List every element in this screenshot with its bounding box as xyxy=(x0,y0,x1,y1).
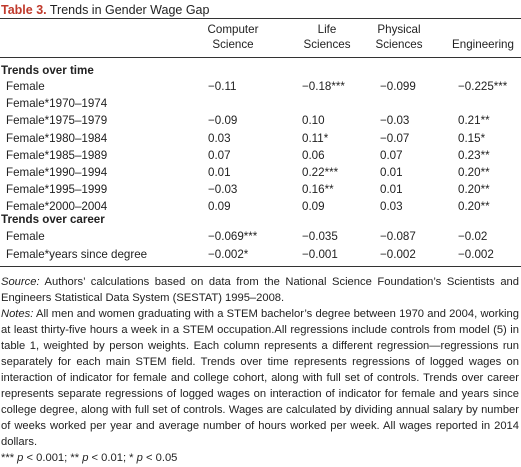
table-cell: −0.18*** xyxy=(302,80,345,93)
row-label: Female*1975–1979 xyxy=(6,114,108,128)
table-row xyxy=(0,165,521,181)
table-cell: −0.09 xyxy=(208,114,238,128)
table-cell: −0.02 xyxy=(458,230,488,243)
table-cell: 0.23** xyxy=(458,148,490,162)
table-cell: 0.11* xyxy=(302,131,329,145)
table-cell: 0.21** xyxy=(458,114,490,128)
column-header-computer-science: Computer Science xyxy=(207,23,259,51)
table-notes xyxy=(1,274,519,466)
table-cell: 0.07 xyxy=(380,148,403,162)
table-title xyxy=(0,0,521,17)
table-label: Table 3. xyxy=(1,3,47,17)
significance-note: *** p < 0.001; ** p < 0.01; * p < 0.05 xyxy=(1,452,178,464)
table-cell: −0.002 xyxy=(380,247,416,261)
table-cell: −0.002* xyxy=(208,247,249,261)
row-label: Female*years since degree xyxy=(6,247,148,261)
row-label: Female xyxy=(6,230,45,243)
column-header-life-sciences: Life Sciences xyxy=(303,23,351,51)
table-row xyxy=(0,182,521,198)
row-label: Female xyxy=(6,80,45,93)
table-cell: 0.01 xyxy=(380,183,403,197)
table-cell: 0.09 xyxy=(302,200,325,214)
table-cell: −0.002 xyxy=(458,247,494,261)
table-cell: 0.01 xyxy=(208,166,231,179)
row-label: Female*2000–2004 xyxy=(6,200,108,214)
table-row xyxy=(0,79,521,95)
source-note: Source: Authors’ calculations based on data from the National Science Foundation’s Scientists and Engineers Statistical Data System (SESTAT) 1995–2008. xyxy=(1,276,519,304)
table-cell: 0.07 xyxy=(208,148,231,162)
table-row xyxy=(0,229,521,245)
table-cell: 0.03 xyxy=(380,200,403,214)
table-cell: 0.10 xyxy=(302,114,325,128)
table-cell: 0.01 xyxy=(380,166,403,179)
table-cell: 0.09 xyxy=(208,200,231,214)
table-cell: 0.03 xyxy=(208,131,231,145)
row-label: Female*1990–1994 xyxy=(6,166,108,179)
table-cell: −0.035 xyxy=(302,230,338,243)
table-row xyxy=(0,96,521,112)
table-cell: −0.11 xyxy=(208,80,237,93)
table-cell: −0.225*** xyxy=(458,80,508,93)
table-cell: −0.087 xyxy=(380,230,416,243)
table-row xyxy=(0,247,521,263)
table-row xyxy=(0,131,521,147)
row-label: Female*1995–1999 xyxy=(6,183,108,197)
table-row xyxy=(0,148,521,164)
table-cell: −0.001 xyxy=(302,247,338,261)
table-cell: 0.22*** xyxy=(302,166,339,179)
bottom-rule xyxy=(0,266,521,267)
row-label: Female*1970–1974 xyxy=(6,97,108,111)
section-heading-trends-over-career: Trends over career xyxy=(1,213,105,226)
header-rule xyxy=(0,57,521,58)
table-cell: −0.03 xyxy=(380,114,410,128)
section-heading-trends-over-time: Trends over time xyxy=(1,64,94,77)
table-cell: 0.20** xyxy=(458,166,490,179)
table-cell: −0.069*** xyxy=(208,230,258,243)
table-cell: 0.06 xyxy=(302,148,325,162)
column-header-engineering: Engineering xyxy=(452,38,514,51)
table-row xyxy=(0,113,521,129)
table-cell: 0.16** xyxy=(302,183,334,197)
table-cell: −0.07 xyxy=(380,131,410,145)
table-cell: 0.15* xyxy=(458,131,486,145)
table-cell: 0.20** xyxy=(458,183,490,197)
table-title-text: Trends in Gender Wage Gap xyxy=(49,3,210,17)
table-cell: −0.03 xyxy=(208,183,238,197)
row-label: Female*1980–1984 xyxy=(6,131,108,145)
table-cell: −0.099 xyxy=(380,80,416,93)
column-header-physical-sciences: Physical Sciences xyxy=(375,23,423,51)
row-label: Female*1985–1989 xyxy=(6,148,108,162)
top-rule xyxy=(0,18,521,19)
notes-paragraph: Notes: All men and women graduating with a STEM bachelor’s degree between 1970 and 2004, working at least thirty-five hours a week in a STEM occupation.All regressions include controls from model (5) in table 1, weighted by person weights. Each column represents a different regression—regressions run separately for each main STEM field. Trends over time represents regressions of logged wages on interaction of indicator for female and college cohort, along with full set of controls. Trends over career represents separate regressions of logged wages on interaction of indicator for female and years since college degree, along with full set of controls. Wages are calculated by dividing annual salary by number of weeks worked per year and average number of hours worked per week. All wages reported in 2014 dollars. xyxy=(1,308,519,448)
table-cell: 0.20** xyxy=(458,200,490,214)
